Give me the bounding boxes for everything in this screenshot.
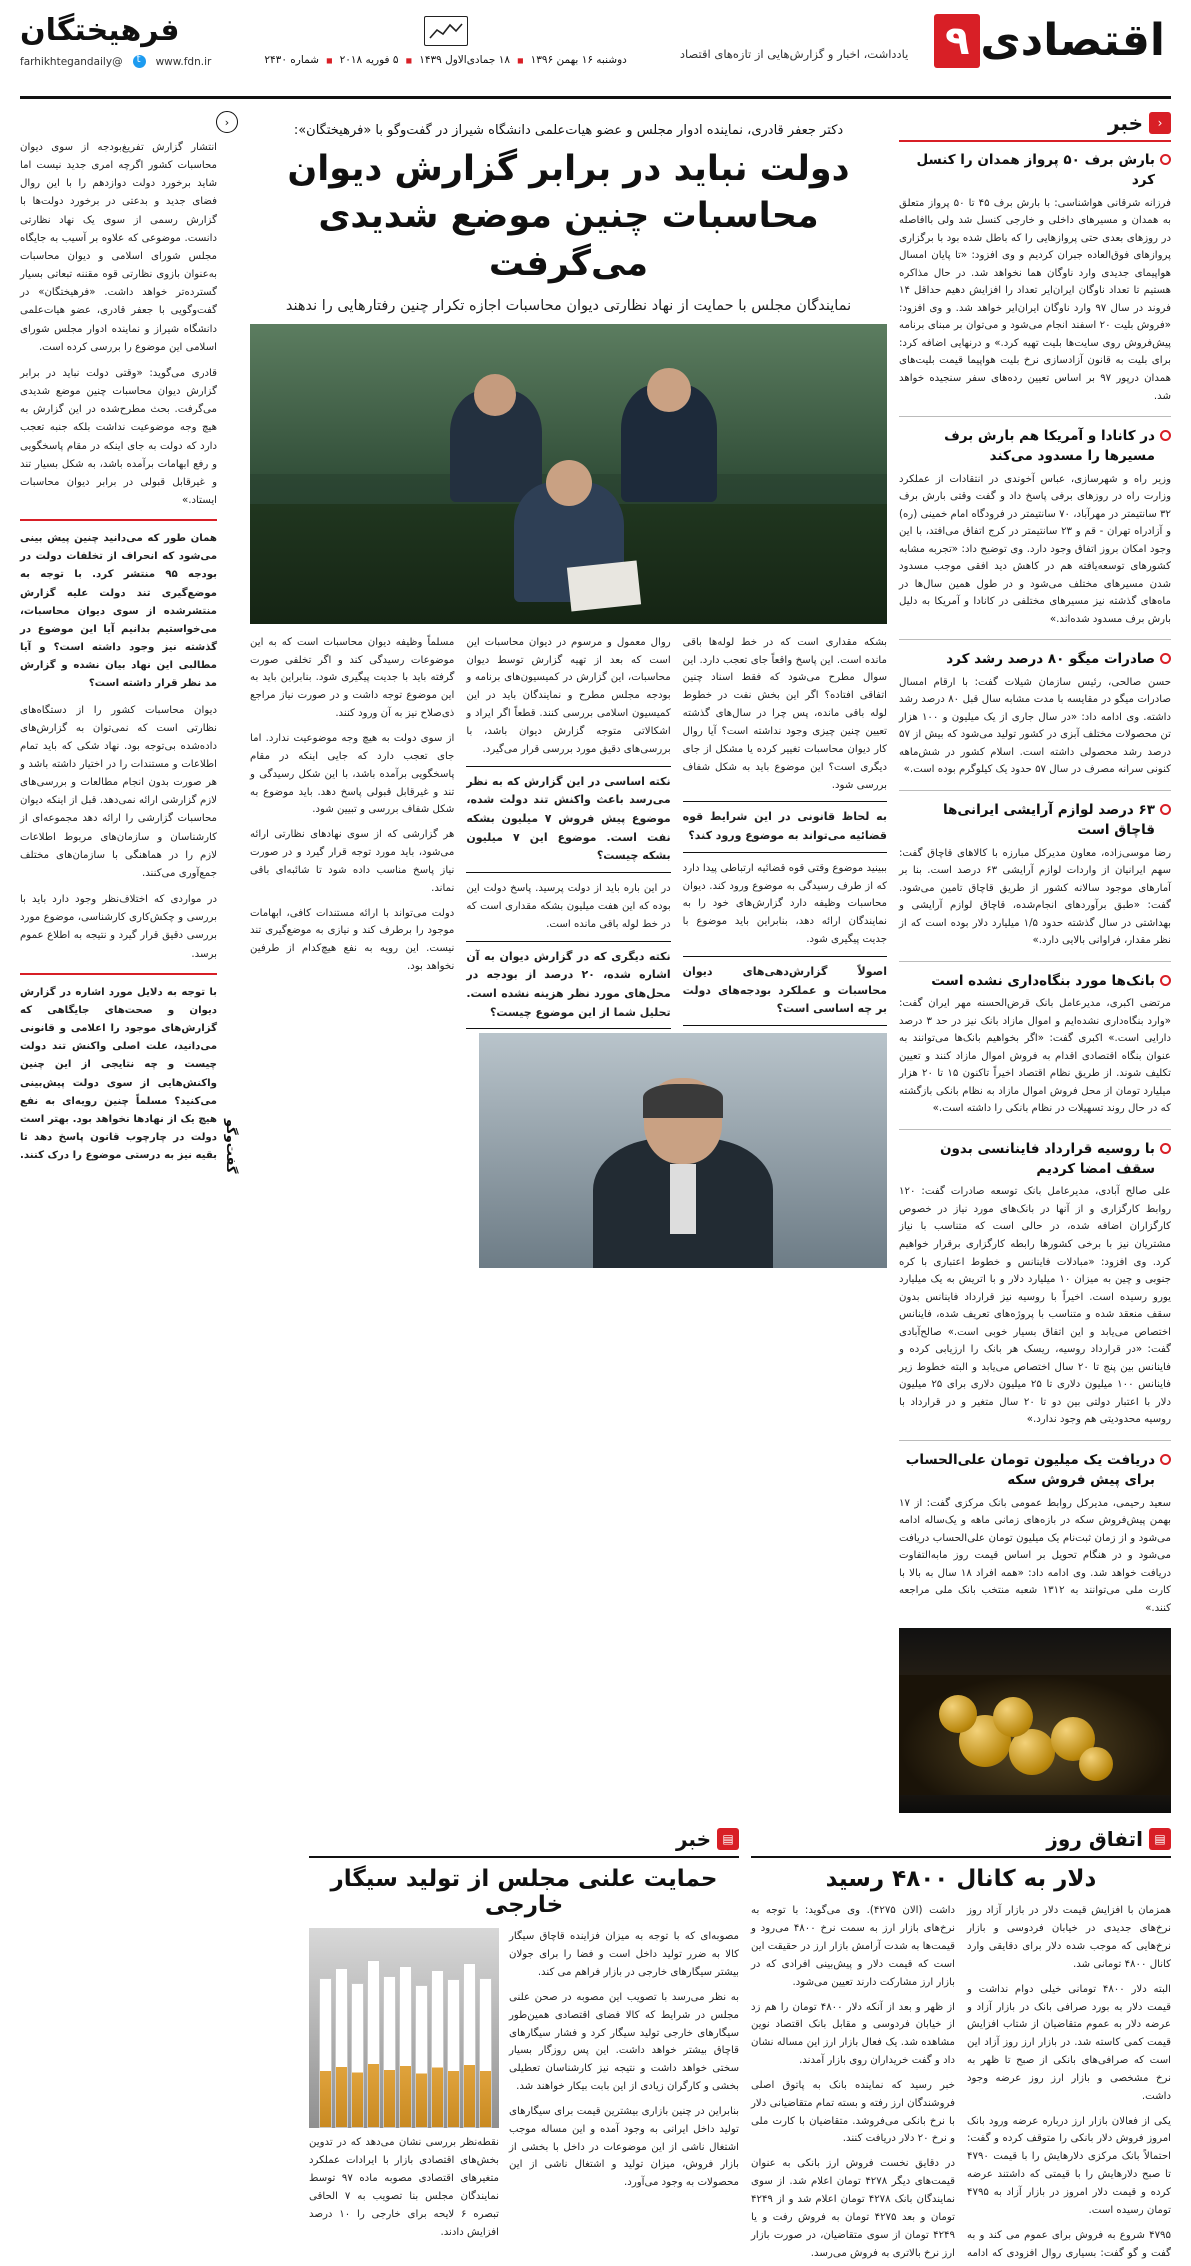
news-sidebar — [899, 111, 1171, 1813]
paragraph: هر گزارشی که از سوی نهادهای نظارتی ارائه می‌شود، باید مورد توجه قرار گیرد و در صورت نیاز پاسخ مناسب داده شود تا شائبه‌ای باقی نماند. — [250, 829, 455, 894]
paragraph: روال معمول و مرسوم در دیوان محاسبات این است که بعد از تهیه گزارش توسط دیوان محاسبات، این گزارش در کمیسیون‌های برنامه و بودجه مجلس مطرح و نمایندگان باید در این کمیسیون اسلامی بررسی کنند. قطعاً اگر ایراد و اشکالاتی متوجه گزارش دیوان باشد، با بررسی‌های دقیق مورد بررسی قرار می‌گیرد. — [466, 636, 671, 755]
list-item[interactable] — [899, 150, 1171, 405]
interview-column-head — [20, 111, 238, 133]
question-paragraph: همان طور که می‌دانید چنین پیش بینی می‌شود که انحراف از تخلفات دولت در بودجه ۹۵ منتشر کرد. با توجه به موضع‌گیری تند دولت علیه گزارش منتشرشده از سوی دیوان محاسبات، می‌خواستیم بدانیم آیا این موضوع در گذشته نیز وجود داشته است؟ و آیا مطالبی این نهاد بیان نشده و گزارش مد نظر قرار داشته است؟ — [20, 533, 217, 690]
list-item[interactable] — [899, 800, 1171, 950]
divider — [899, 961, 1171, 962]
news-title[interactable]: صادرات میگو ۸۰ درصد رشد کرد — [946, 651, 1155, 668]
news-body: علی صالح آبادی، مدیرعامل بانک توسعه صادرات گفت: ۱۲۰ روابط کارگزاری و از آنها در بانک‌های مورد نیاز در خصوص کارگزاران اضافه شده، در حالی است که متناسب با نیاز مشتریان نیز با برخی کشورها رابطه کارگزاری برقرار خواهیم کرد. وی افزود: «مبادلات فاینانس و خطوط اعتباری با کره جنوبی و چین به میزان ۱۰ میلیارد دلار و با اتریش به یک میلیارد یورو رسیده است. اخیراً با روسیه نیز قرارداد فاینانس بدون سقف منعقد شده و متناسب با پروژه‌های تعریف شده، فاینانس اختصاص می‌یابد و این اتفاق بسیار خوبی است.» صالح‌آبادی گفت: «در قرارداد روسیه، ریسک هر بانک را ارزیابی کرده و فاینانس بین پنج تا ۲۰ سال اختصاص می‌یابد و البته خطوط زیر فاینانس ۱۰۰ میلیون دلاری تا ۲۵ میلیون دلاری برای ۲۵ میلیون دلار با اعتبار دولتی بین دو تا ۲۰ سال متغیر و در قرارداد با روسیه محدودیتی هم وجود ندارد.» — [899, 1186, 1171, 1426]
divider — [20, 973, 217, 975]
news-title[interactable]: بارش برف ۵۰ پرواز همدان را کنسل کرد — [916, 152, 1155, 189]
question-pullquote: اصولاً گزارش‌دهی‌های دیوان محاسبات و عملکرد بودجه‌های دولت بر چه اساسی است؟ — [683, 956, 887, 1026]
list-item[interactable] — [899, 426, 1171, 628]
paragraph: به نظر می‌رسد با تصویب این مصوبه در صحن علنی مجلس در شرایط که کالا فضای اقتصادی همین‌طور سیگارهای خارجی تولید سیگار کرد و فشار سیگارهای قاچاق بیشتر خواهد داشت. این پس روزگار بسیار سختی خواهد داشت و نتیجه نیز کارشناسان تعطیلی بخشی و کارگران زیادی از این بابت بیکار خواهند شد. — [509, 1991, 739, 2093]
dateline-gregorian: ۵ فوریه ۲۰۱۸ — [339, 54, 399, 66]
paragraph: البته دلار ۴۸۰۰ تومانی خیلی دوام نداشت و قیمت دلار به بورد صرافی بانک در بازار آزاد و عرضه دلار به عموم متقاضیان از شتاب افزایش قیمت کمی کاسته شد. در بازار ارز روز آزاد این است که صرافی‌های بانکی از صبح تا ظهر به نرخ مشخصی و بازار ارز روز عرضه وجود داشت. — [967, 1983, 1171, 2102]
news-title[interactable]: ۶۳ درصد لوازم آرایشی ایرانی‌ها قاچاق است — [942, 802, 1155, 839]
divider — [899, 1440, 1171, 1441]
dateline-solar: دوشنبه ۱۶ بهمن ۱۳۹۶ — [530, 54, 627, 66]
bottom-sections — [20, 1827, 1171, 2266]
sidebar-flag-rule — [899, 140, 1171, 142]
bullet-icon — [1160, 975, 1171, 986]
news-body: مرتضی اکبری، مدیرعامل بانک قرض‌الحسنه مهر ایران گفت: «وارد بنگاه‌داری نشده‌ایم و اموال مازاد بانک نیز در حد ۳ درصد دارایی است.» اکبری گفت: «اگر بخواهیم بانک‌ها می‌توانند به عنوان بنگاه اقتصادی اقدام به فروش اموال مازاد کنند و تعیین تکلیف شوند. از طریق نظام اقتصاد اخیراً تاکنون ۱۵ تا ۲۰ هزار میلیارد تومان از محل فروش اموال مازاد به نظام بانکی بازگشته که در حال روند تسهیلات در نظام بانکی را داشته است.» — [899, 998, 1171, 1115]
masthead-center — [264, 16, 626, 66]
news-title[interactable]: دریافت یک میلیون تومان علی‌الحساب برای پیش فروش سکه — [905, 1452, 1155, 1489]
dateline-sep-3: ◼ — [325, 55, 333, 65]
news-title[interactable]: بانک‌ها مورد بنگاه‌داری نشده است — [931, 972, 1155, 989]
paragraph: نقطه‌نظر بررسی نشان می‌دهد که در تدوین بخش‌های اقتصادی بازار با ایرادات عملکرد متغیرهای اقتصادی مصوبه ماده ۹۷ توسط نمایندگان مجلس بنا تصویب به ۷ الحاقی تبصره ۶ لایحه برای خارجی را ۱۰ درصد افزایش دادند. — [309, 2137, 500, 2238]
bullet-icon — [1160, 804, 1171, 815]
parliament-session-photo — [250, 324, 887, 624]
bullet-icon — [1160, 430, 1171, 441]
paragraph: ببینید موضوع وقتی قوه قضائیه ارتباطی پیدا دارد که از طرف رسیدگی به موضوع ورود کند. دیوان محاسبات وظیفه دارد گزارش‌های خود را به نمایندگان ارائه دهد، بنابراین باید موضوع با جدیت پیگیری شود. — [682, 862, 887, 946]
news-body: رضا موسی‌زاده، معاون مدیرکل مبارزه با کالاهای قاچاق گفت: سهم ایرانیان از واردات لوازم آرایشی ۶۳ درصد است. بنا بر آمارهای موجود سالانه کشور از طریق قاچاق تامین می‌شود. گفت: «طبق برآوردهای انجام‌شده، قاچاق لوازم آرایشی و بهداشتی در سال گذشته حدود ۱/۵ میلیارد دلار بوده است که از نظر مقدار، فراوانی بالایی دارد.» — [899, 847, 1172, 947]
news-body: حسن صالحی، رئیس سازمان شیلات گفت: با ارقام امسال صادرات میگو در مقایسه با مدت مشابه سال قبل ۸۰ درصد رشد داشته. وی ادامه داد: «در سال جاری از یک میلیون و ۱۰۰ هزار تن محصولات مختلف آبزی در کشور تولید می‌شود که بیش از ۵۷ درصد رشد محصولی داشته است. اسلام کشور در شش‌ماهه کنونی سرانه مصرف در سال ۵۷ حدود یک کیلوگرم بوده است.» — [899, 676, 1171, 776]
paragraph: دیوان محاسبات کشور را از دستگاه‌های نظارتی است که نمی‌توان به گزارش‌های داده‌شده بی‌توجه بود. نهاد شکی که باید تمام اطلاعات و مستندات را در اختیار داشته باشد و هر صورت بدون انجام مطالعات و بررسی‌های لازم گزارشی ارائه نمی‌دهد. قبل از اینکه دیوان محاسبات گزارشی را ارائه دهد مجموعه‌ای از کارشناسان و سازمان‌های مربوط اطلاعات لازم را در هماهنگی با سازمان‌های مختلف جمع‌آوری می‌کنند. — [20, 704, 217, 879]
paragraph: مسلماً وظیفه دیوان محاسبات است که به این موضوعات رسیدگی کند و اگر تخلفی صورت گرفته باید با جدیت پیگیری شود. بنابراین باید به این موضوع توجه داشت و در صورت نیاز مراجع ذی‌صلاح نیز به آن ورود کنند. — [250, 636, 455, 720]
divider — [899, 1129, 1171, 1130]
brand-contact-row — [20, 55, 211, 68]
event-body — [751, 1902, 1171, 2266]
section-event-of-day — [751, 1827, 1171, 2266]
twitter-handle[interactable]: @farhikhtegandaily — [20, 55, 123, 68]
paragraph: در دقایق نخست فروش ارز بانکی به عنوان قیمت‌های دیگر ۴۲۷۸ تومان اعلام شد. از سوی نمایندگان بانک ۴۲۷۸ تومان اعلام شد و از ۴۲۴۹ تومان و بعد ۴۲۷۵ تومان به فروش رفت و یا ۴۲۴۹ تومان از سوی متقاضیان، در صورت بازار ارز نرخ بالاتری به فروش می‌رسد. — [751, 2158, 955, 2259]
chart-frame-icon — [424, 16, 468, 46]
news-body: وزیر راه و شهرسازی، عباس آخوندی در انتقادات از عملکرد وزارت راه در روزهای برفی پاسخ داد و گفت وقتی بارش برف ۳۲ سانتیمتر در مهرآباد، ۷۰ سانتیمتر در فرودگاه امام خمینی (ره) و آزادراه تهران - قم و ۲۳ سانتیمتر در کرج اتفاق می‌افتد، با این وجود امکان بروز اتفاق وجود دارد. وی توضیح داد: «تجربه مشابه کشورهای توسعه‌یافته هم در کاهش دید افقی موجب مسدود شدن مسیرهای مختلف می‌شود و در طول همین سال‌ها در ماه‌های گذشته نیز مسیرهای مختلفی در کانادا و آمریکا به دلیل بارش برف مسدود شده‌اند.» — [899, 473, 1171, 625]
news-head — [899, 1450, 1171, 1491]
arrow-left-icon: ‹ — [1149, 112, 1171, 134]
divider — [20, 519, 217, 521]
question-paragraph: با توجه به دلایل مورد اشاره در گزارش دیوان و صحت‌های جایگاهی که گزارش‌های موجود را اعلامی و قانونی می‌دانید، علت اصلی واکنش تند دولت چیست و چه نتایجی از این چنین واکنش‌هایی از سوی دولت پیش‌بینی می‌کنید؟ مسلماً چنین رویه‌ای به نفع هیچ یک از نهادها نخواهد بود. بهتر است دولت در چارچوب قانون پاسخ دهد تا بقیه نیز به درستی موضوع را درک کنند. — [20, 986, 217, 1162]
paragraph: قادری می‌گوید: «وقتی دولت نباید در برابر گزارش دیوان محاسبات چنین موضع شدیدی می‌گرفت. بحث مطرح‌شده در این گزارش به هیچ وجه موضوعیت نداشت بلکه جنبه تعجب دارد که دولت به جای اینکه در مقام پاسخگویی و رفع ابهامات برآمده باشد، به شکل بسیار تند و غیرقابل قبولی در برابر دیوان محاسبات ایستاد.» — [20, 367, 217, 506]
news-title[interactable]: با روسیه قرارداد فاینانسی بدون سقف امضا کردیم — [940, 1140, 1155, 1178]
website-url[interactable]: www.fdn.ir — [155, 55, 212, 68]
question-pullquote: نکته دیگری که در گزارش دیوان به آن اشاره شده، ۲۰ درصد از بودجه در محل‌های مورد نظر هزینه نشده است. تحلیل شما از این موضوع چیست؟ — [466, 941, 670, 1030]
divider — [899, 639, 1171, 640]
paragraph: بنابراین در چنین بازاری بیشترین قیمت برای سیگارهای تولید داخل ایرانی به وجود آمده و این مساله موجب اشتغال ناشی از این موضوعات در داخل با بخشی از بازار فروش، میزان تولید و اشتغال ناشی از این محصولات به وجود می‌آورد. — [509, 2105, 739, 2189]
interview-intro-body — [20, 139, 217, 1173]
masthead-tagline: یادداشت، اخبار و گزارش‌هایی از تازه‌های اقتصاد — [679, 47, 909, 61]
dateline-sep-2: ◼ — [405, 55, 413, 65]
section-news-cigarettes — [309, 1827, 739, 2266]
news-head — [899, 150, 1171, 191]
event-section-flag — [751, 1827, 1171, 1851]
event-flag-rule — [751, 1856, 1171, 1858]
logo-number: ۹ — [934, 14, 980, 68]
article-kicker: دکتر جعفر قادری، نماینده ادوار مجلس و عضو هیات‌علمی دانشگاه شیراز در گفت‌وگو با «فرهیختگان»: — [293, 123, 844, 138]
divider — [899, 416, 1171, 417]
paragraph: خبر رسید که نماینده بانک به پاتوق اصلی فروشندگان ارز رفته و بسته تمام متقاضیانی دلار با نرخ بانکی می‌فروشد. متقاضیان با کارت ملی و نرخ ۲۰ دلار دریافت کنند. — [751, 2079, 955, 2145]
dateline-sep-1: ◼ — [516, 55, 524, 65]
masthead — [20, 14, 1171, 92]
bullet-icon — [1160, 154, 1171, 165]
cigarettes-photo — [309, 1928, 499, 2128]
twitter-icon[interactable] — [133, 55, 146, 68]
interviewee-portrait-photo — [479, 1033, 887, 1268]
question-pullquote: به لحاظ قانونی در این شرایط قوه قضائیه می‌تواند به موضوع ورود کند؟ — [683, 801, 887, 852]
paragraph: از سوی دولت به هیچ وجه موضوعیت ندارد. اما جای تعجب دارد که جایی اینکه در مقام پاسخگویی برآمده باشد، با این شکل رسیدگی و تند و غیرقابل قبولی پاسخ دهد. باید موضوع به شکل شفاف بررسی و تبیین شود. — [250, 732, 455, 816]
dateline — [264, 54, 626, 66]
interview-intro-column — [20, 111, 238, 1813]
masthead-divider — [20, 96, 1171, 99]
paragraph: همزمان با افزایش قیمت دلار در بازار آزاد روز نرخ‌های جدیدی در خیابان فردوسی و بازار نرخ‌هایی که موجب شده دلار برای دقایقی وارد کانال ۴۸۰۰ تومانی شد. — [967, 1905, 1171, 1970]
arrow-left-circle-icon[interactable]: ‹ — [216, 111, 238, 133]
dateline-hijri: ۱۸ جمادی‌الاول ۱۴۳۹ — [419, 54, 510, 66]
news-section-flag — [309, 1827, 739, 1851]
publication-logo — [934, 14, 1171, 68]
paragraph: ۴۷۹۵ شروع به فروش برای عموم می کند و به گفت و گو گفت: بسیاری روال افزودی که ادامه داشت (الان ۴۲۷۵). وی می‌گوید: با توجه به نرخ‌های بازار ارز به سمت نرخ ۴۸۰۰ می‌رود و قیمت‌ها به شدت آرامش بازار ارز در حقیقت این است که قیمت دلار و پیش‌بینی افرادی که در بازار ارز مشارکت دارند تعیین می‌شود. — [751, 1905, 1171, 2259]
paragraph: در مواردی که اختلاف‌نظر وجود دارد باید با بررسی و چکش‌کاری کارشناسی، موضوع مورد بررسی دقیق قرار گیرد و نتیجه به اطلاع عموم برسد. — [20, 894, 217, 960]
article-subhead: نمایندگان مجلس با حمایت از نهاد نظارتی دیوان محاسبات اجازه تکرار چنین رفتارهایی را ندهند — [285, 297, 852, 314]
paragraph: مصوبه‌ای که با توجه به میزان فزاینده قاچاق سیگار کالا به ضرر تولید داخل است و فضا را برای جولان بیشتر سیگارهای خارجی در بازار فراهم می کند. — [509, 1931, 739, 1979]
cigarettes-body-continued — [309, 2134, 499, 2241]
news-flag-label: خبر — [675, 1827, 711, 1852]
cigarettes-body — [509, 1928, 739, 2248]
event-flag-label: اتفاق روز — [1046, 1827, 1143, 1852]
list-item[interactable] — [899, 649, 1171, 779]
news-body: فرزانه شرقانی هواشناسی: با بارش برف ۴۵ تا ۵۰ پرواز متعلق به همدان و مسیرهای داخلی و خارجی کنسل شد ولی باافاصله در روزهای بعدی حتی پروازهایی را که باطل شده بود با برگزاری پروازهای فوق‌العاده جبران کردیم و وی افزود: «تا پایان امسال هواپیمای جدیدی وارد ناوگان هما نخواهد شد. در حال مذاکره هستیم تا تعداد ناوگان ایران‌ایر تعداد را افزایش دهیم حداقل ۱۴ فروند در سال ۹۷ وارد ناوگان ایران‌ایر خواهد شد. و وی افزود: «فروش بلیت ۲۰ اسفند انجام می‌شود و می‌توان بر مبنای برنامه پیش‌فروش روی سایت‌ها بلیت تهیه کرد.» و درنهایی اضافه کرد: برای بلیت به قانون آزادسازی نرخ بلیت هواپیما قیمت بلیت‌های همدان درپور ۹۷ بر اساس تعیین رده‌های سفر سنجیده خواهد شد. — [899, 197, 1172, 402]
news-title: حمایت علنی مجلس از تولید سیگار خارجی — [330, 1866, 718, 1919]
paragraph: دولت می‌تواند با ارائه مستندات کافی، ابهامات موجود را برطرف کند و نیازی به موضع‌گیری تند نیست. این رویه به نفع هیچ‌کدام از طرفین نخواهد بود. — [250, 907, 455, 973]
sidebar-flag-label: خبر — [1107, 111, 1143, 135]
news-flag-rule — [309, 1856, 739, 1858]
paragraph: در این باره باید از دولت پرسید. پاسخ دولت این بوده که این هفت میلیون بشکه مقداری است که در خط لوله باقی مانده است. — [466, 883, 671, 930]
sidebar-section-flag — [899, 111, 1171, 135]
page-grid — [20, 111, 1171, 1813]
news-head — [899, 971, 1171, 991]
paragraph: یکی از فعالان بازار ارز درباره عرضه ورود بانک امروز فروش دلار بانکی را متوقف کرده و گفت: احتمالاً بانک مرکزی دلارهایش را با قیمت ۴۷۹۰ تا صبح دلارهایش را با قیمتی که داشتند عرضه کرده و قیمت دلار امروز در بازار آزاد به ۴۷۹۵ تومان رسیده است. — [967, 2115, 1171, 2216]
news-title[interactable]: در کانادا و آمریکا هم بارش برف مسیرها را مسدود می‌کند — [944, 428, 1155, 465]
paragraph: انتشار گزارش تفریغ‌بودجه از سوی دیوان محاسبات کشور اگرچه امری جدید نیست اما شاید برخورد دولت دوازدهم را با این روال فضای جدید و بدعتی در برخورد دولت‌ها با گزارش رسمی از سوی یک نهاد نظارتی دانست. موضوعی که علاوه بر آسیب به جایگاه مجلس شورای اسلامی و دیوان محاسبات به‌عنوان بازوی نظارتی قوه مقننه تبعاتی بسیار گسترده‌تر خواهد داشت. «فرهیختگان» در گفت‌وگویی با جعفر قادری، عضو هیات‌علمی دانشگاه شیراز و نماینده ادوار مجلس شورای اسلامی این موضوع را بررسی کرده است. — [20, 142, 217, 353]
news-head — [899, 1139, 1171, 1180]
divider — [899, 790, 1171, 791]
paragraph: بشکه مقداری است که در خط لوله‌ها باقی مانده است. این پاسخ واقعاً جای تعجب دارد. این سوال مطرح می‌شود که فقط اسناد چنین اتفاقی افتاده؟ اگر این بخش نفت در خطوط لوله باقی مانده، پس چرا در سال‌های گذشته تعیین چنین چیزی وجود نداشته است؟ آیا روال کار دیوان محاسبات تغییر کرده یا مشکل از جای دیگری است؟ این موضوع باید به شکل شفاف بررسی شود. — [682, 636, 887, 791]
news-head — [899, 800, 1171, 841]
bullet-icon — [1160, 1143, 1171, 1154]
masthead-right — [680, 14, 1171, 68]
list-item[interactable] — [899, 971, 1171, 1118]
calendar-icon: ▤ — [1149, 1828, 1171, 1850]
list-item[interactable] — [899, 1139, 1171, 1429]
page-title: دولت نباید در برابر گزارش دیوان محاسبات چنین موضع شدیدی می‌گرفت — [287, 149, 850, 284]
question-pullquote: نکته اساسی در این گزارش که به نظر می‌رسد باعث واکنش تند دولت شده، موضوع پیش فروش ۷ میلیون بشکه نفت است. موضوع این ۷ میلیون بشکه چیست؟ — [466, 766, 670, 873]
bullet-icon — [1160, 653, 1171, 664]
headline-zone — [250, 123, 887, 314]
news-body: سعید رحیمی، مدیرکل روابط عمومی بانک مرکزی گفت: از ۱۷ بهمن پیش‌فروش سکه در بازه‌های زمانی ماهه و یک‌ساله ادامه می‌شود و از زمان ثبت‌نام یک میلیون تومان علی‌الحساب دریافت می‌شود و در هنگام تحویل بر اساس قیمت روز مابه‌التفاوت دریافت خواهد شد. وی ادامه داد: «همه افراد ۱۸ سال به بالا با کارت ملی می‌توانند به ۱۳۱۲ شعبه منتخب بانک ملی مراجعه کنند.» — [899, 1497, 1171, 1614]
bullet-icon — [1160, 1454, 1171, 1465]
main-article — [250, 111, 887, 1813]
paragraph: از ظهر و بعد از آنکه دلار ۴۸۰۰ تومان را هم زد از خیابان فردوسی و مقابل بانک اقتصاد نوین مشاهده شد. یک فعال بازار ارز این مساله نشان داد و گفت خریداران روی بازار آمدند. — [751, 2001, 955, 2067]
logo-word: اقتصادی — [980, 15, 1165, 66]
section-vertical-label: گفت‌وگو — [223, 1118, 238, 1174]
brand-name: فرهیختگان — [20, 13, 180, 48]
news-head — [899, 649, 1171, 669]
news-head — [899, 426, 1171, 467]
article-body-columns — [250, 634, 887, 1030]
list-item[interactable] — [899, 1450, 1171, 1617]
masthead-left — [20, 13, 212, 68]
newspaper-icon: ▤ — [717, 1828, 739, 1850]
dateline-issue: شماره ۲۴۳۰ — [264, 54, 319, 66]
gold-coins-photo — [899, 1628, 1171, 1813]
event-title: دلار به کانال ۴۸۰۰ رسید — [825, 1866, 1097, 1893]
